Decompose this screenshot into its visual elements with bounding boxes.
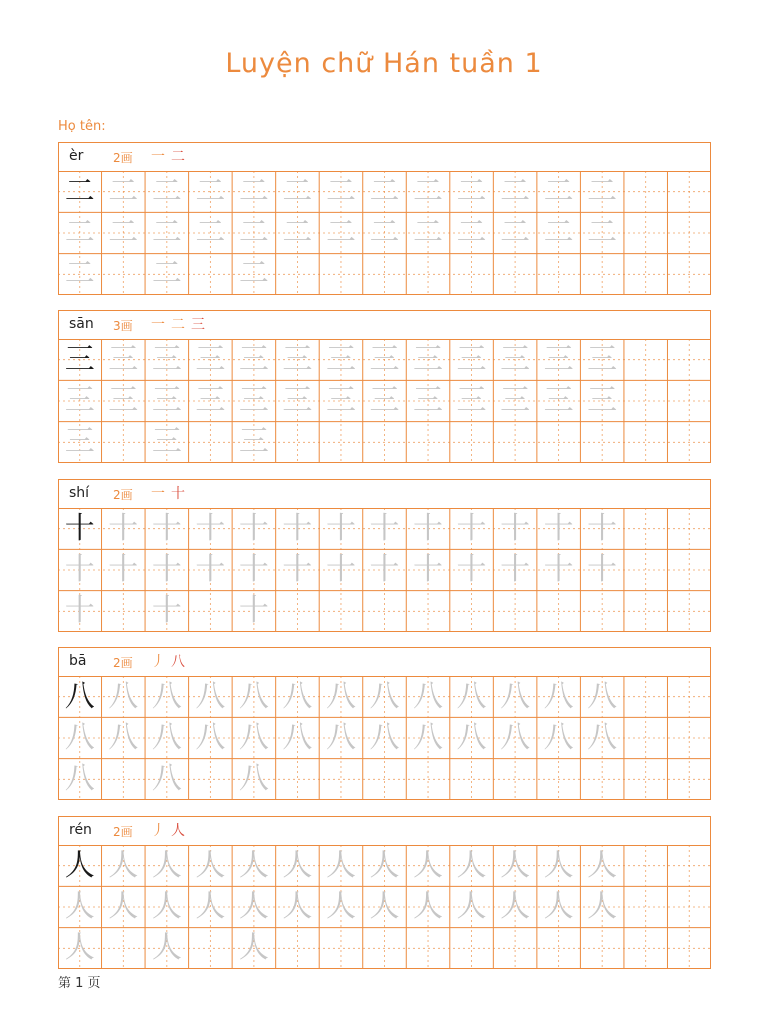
trace-character: 三 (108, 382, 139, 418)
char-header (58, 479, 711, 508)
trace-character: 二 (195, 214, 226, 250)
trace-character: 三 (64, 382, 95, 418)
trace-character: 八 (238, 719, 269, 755)
stroke-step: 一 (151, 486, 171, 502)
trace-character: 三 (500, 341, 531, 377)
trace-character: 二 (369, 173, 400, 209)
trace-character: 三 (500, 382, 531, 418)
trace-character: 人 (108, 888, 139, 924)
pinyin: rén (69, 822, 92, 838)
model-character: 二 (64, 173, 95, 209)
trace-character: 二 (413, 214, 444, 250)
trace-character: 八 (151, 678, 182, 714)
trace-character: 三 (413, 341, 444, 377)
trace-character: 三 (238, 424, 269, 460)
trace-character: 十 (238, 551, 269, 587)
page-title: Luyện chữ Hán tuần 1 (225, 48, 543, 79)
trace-character: 人 (413, 888, 444, 924)
trace-character: 十 (456, 551, 487, 587)
char-header (58, 142, 711, 171)
trace-character: 二 (238, 214, 269, 250)
trace-character: 人 (108, 847, 139, 883)
trace-character: 十 (64, 551, 95, 587)
trace-character: 三 (369, 341, 400, 377)
stroke-order (151, 651, 191, 671)
trace-character: 十 (195, 510, 226, 546)
trace-character: 人 (64, 888, 95, 924)
char-header (58, 310, 711, 339)
trace-character: 三 (108, 341, 139, 377)
trace-character: 人 (151, 847, 182, 883)
trace-character: 人 (543, 888, 574, 924)
trace-character: 八 (543, 678, 574, 714)
trace-character: 二 (151, 214, 182, 250)
trace-character: 人 (369, 888, 400, 924)
trace-character: 八 (369, 678, 400, 714)
trace-character: 八 (325, 678, 356, 714)
stroke-step: 丿 (151, 823, 171, 839)
trace-character: 八 (413, 678, 444, 714)
trace-character: 十 (282, 510, 313, 546)
trace-character: 八 (195, 719, 226, 755)
trace-character: 三 (238, 341, 269, 377)
stroke-count: 2画 (113, 488, 133, 502)
trace-character: 八 (108, 678, 139, 714)
trace-character: 十 (500, 551, 531, 587)
trace-character: 二 (108, 214, 139, 250)
trace-character: 二 (238, 173, 269, 209)
trace-character: 八 (195, 678, 226, 714)
trace-character: 十 (325, 551, 356, 587)
stroke-step: 一 (151, 317, 171, 333)
trace-character: 十 (413, 510, 444, 546)
trace-character: 十 (543, 510, 574, 546)
trace-character: 人 (413, 847, 444, 883)
trace-character: 人 (500, 847, 531, 883)
model-character: 八 (64, 678, 95, 714)
trace-character: 十 (195, 551, 226, 587)
trace-character: 十 (543, 551, 574, 587)
trace-character: 八 (282, 678, 313, 714)
trace-character: 二 (151, 256, 182, 292)
char-header (58, 816, 711, 845)
trace-character: 十 (369, 510, 400, 546)
trace-character: 人 (587, 888, 618, 924)
pinyin: sān (69, 316, 94, 332)
trace-character: 十 (108, 551, 139, 587)
char-header (58, 647, 711, 676)
trace-character: 二 (282, 173, 313, 209)
trace-character: 二 (282, 214, 313, 250)
trace-character: 人 (282, 847, 313, 883)
trace-character: 八 (108, 719, 139, 755)
trace-character: 八 (238, 761, 269, 797)
stroke-step: 十 (171, 486, 191, 502)
trace-character: 二 (325, 214, 356, 250)
trace-character: 三 (195, 341, 226, 377)
trace-character: 十 (587, 551, 618, 587)
practice-grid (58, 845, 711, 969)
pinyin: shí (69, 485, 90, 501)
trace-character: 十 (369, 551, 400, 587)
char-block-3 (58, 479, 711, 633)
trace-character: 八 (587, 678, 618, 714)
trace-character: 十 (325, 510, 356, 546)
trace-character: 二 (500, 214, 531, 250)
trace-character: 三 (151, 382, 182, 418)
trace-character: 十 (456, 510, 487, 546)
trace-character: 十 (64, 593, 95, 629)
trace-character: 十 (238, 510, 269, 546)
trace-character: 人 (151, 888, 182, 924)
trace-character: 二 (369, 214, 400, 250)
trace-character: 二 (151, 173, 182, 209)
trace-character: 二 (456, 173, 487, 209)
trace-character: 十 (500, 510, 531, 546)
trace-character: 二 (413, 173, 444, 209)
stroke-count: 2画 (113, 825, 133, 839)
trace-character: 人 (543, 847, 574, 883)
char-block-2 (58, 310, 711, 464)
stroke-count: 2画 (113, 151, 133, 165)
trace-character: 二 (456, 214, 487, 250)
trace-character: 十 (238, 593, 269, 629)
stroke-step: 人 (171, 823, 191, 839)
trace-character: 十 (587, 510, 618, 546)
trace-character: 人 (238, 888, 269, 924)
trace-character: 二 (64, 214, 95, 250)
trace-character: 十 (413, 551, 444, 587)
trace-character: 三 (587, 341, 618, 377)
trace-character: 三 (282, 341, 313, 377)
trace-character: 三 (456, 341, 487, 377)
model-character: 人 (64, 847, 95, 883)
trace-character: 三 (151, 341, 182, 377)
stroke-order (151, 483, 191, 503)
trace-character: 八 (587, 719, 618, 755)
name-label: Họ tên: (58, 119, 106, 134)
stroke-step: 二 (171, 317, 191, 333)
trace-character: 八 (238, 678, 269, 714)
trace-character: 三 (195, 382, 226, 418)
stroke-count: 2画 (113, 656, 133, 670)
trace-character: 人 (456, 888, 487, 924)
trace-character: 三 (587, 382, 618, 418)
trace-character: 八 (151, 719, 182, 755)
practice-grid (58, 171, 711, 295)
trace-character: 二 (543, 214, 574, 250)
trace-character: 人 (369, 847, 400, 883)
trace-character: 二 (587, 173, 618, 209)
trace-character: 三 (543, 382, 574, 418)
trace-character: 三 (325, 341, 356, 377)
trace-character: 二 (64, 256, 95, 292)
trace-character: 二 (108, 173, 139, 209)
stroke-step: 一 (151, 149, 171, 165)
trace-character: 二 (587, 214, 618, 250)
stroke-order (151, 146, 191, 166)
trace-character: 人 (195, 888, 226, 924)
trace-character: 二 (543, 173, 574, 209)
trace-character: 八 (456, 719, 487, 755)
trace-character: 八 (500, 719, 531, 755)
trace-character: 三 (413, 382, 444, 418)
pinyin: bā (69, 653, 87, 669)
stroke-order (151, 820, 191, 840)
trace-character: 人 (64, 930, 95, 966)
practice-grid (58, 508, 711, 632)
trace-character: 三 (543, 341, 574, 377)
trace-character: 八 (64, 719, 95, 755)
trace-character: 八 (282, 719, 313, 755)
trace-character: 八 (456, 678, 487, 714)
trace-character: 三 (238, 382, 269, 418)
trace-character: 人 (195, 847, 226, 883)
trace-character: 八 (151, 761, 182, 797)
trace-character: 二 (500, 173, 531, 209)
trace-character: 三 (151, 424, 182, 460)
trace-character: 二 (325, 173, 356, 209)
trace-character: 三 (64, 424, 95, 460)
trace-character: 八 (543, 719, 574, 755)
stroke-step: 丿 (151, 654, 171, 670)
trace-character: 人 (456, 847, 487, 883)
char-block-1 (58, 142, 711, 296)
trace-character: 八 (413, 719, 444, 755)
model-character: 三 (64, 341, 95, 377)
page-number: 第 1 页 (58, 976, 101, 991)
trace-character: 八 (369, 719, 400, 755)
trace-character: 人 (282, 888, 313, 924)
trace-character: 十 (108, 510, 139, 546)
trace-character: 人 (325, 888, 356, 924)
trace-character: 人 (587, 847, 618, 883)
trace-character: 三 (456, 382, 487, 418)
trace-character: 人 (500, 888, 531, 924)
trace-character: 三 (282, 382, 313, 418)
trace-character: 人 (151, 930, 182, 966)
trace-character: 三 (369, 382, 400, 418)
practice-grid (58, 339, 711, 463)
trace-character: 三 (325, 382, 356, 418)
char-block-5 (58, 816, 711, 970)
stroke-count: 3画 (113, 319, 133, 333)
trace-character: 人 (325, 847, 356, 883)
trace-character: 二 (195, 173, 226, 209)
model-character: 十 (64, 510, 95, 546)
stroke-order (151, 314, 211, 334)
trace-character: 二 (238, 256, 269, 292)
trace-character: 十 (282, 551, 313, 587)
stroke-step: 八 (171, 654, 191, 670)
trace-character: 八 (64, 761, 95, 797)
pinyin: èr (69, 148, 84, 164)
practice-grid (58, 676, 711, 800)
stroke-step: 三 (191, 317, 211, 333)
trace-character: 十 (151, 551, 182, 587)
trace-character: 八 (325, 719, 356, 755)
trace-character: 十 (151, 510, 182, 546)
trace-character: 十 (151, 593, 182, 629)
trace-character: 人 (238, 847, 269, 883)
stroke-step: 二 (171, 149, 191, 165)
trace-character: 八 (500, 678, 531, 714)
char-block-4 (58, 647, 711, 801)
trace-character: 人 (238, 930, 269, 966)
